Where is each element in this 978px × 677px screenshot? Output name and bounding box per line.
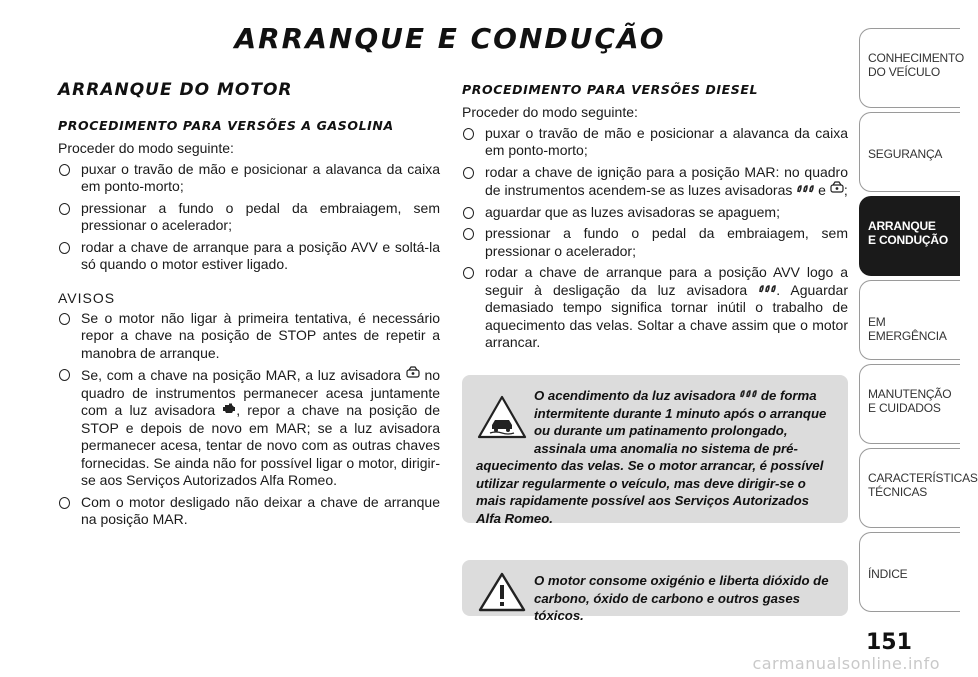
gasoline-step-3: rodar a chave de arranque para a posição AVV e soltá-la só quando o motor estiver ligado. <box>58 239 440 274</box>
glow-plug-warning-part-b: de forma intermitente durante 1 minuto após o arranque ou durante um patinamento prolongado, assinala uma anomalia no sistema de pré-aquecimento das velas. Se o motor arrancar, é possível utilizar regularmente o veículo, mas deve dirigir-se o mais rapidamente possível aos Serviços Autorizados Alfa Romeo. <box>476 388 827 526</box>
diesel-step-5 <box>462 264 848 352</box>
diesel-step-2-part-b: e <box>818 182 826 198</box>
exhaust-gas-warning-box <box>462 560 848 623</box>
glow-plug-warning-icon <box>758 284 776 294</box>
diesel-step-1: puxar o travão de mão e posicionar a alavanca da caixa em ponto-morto; <box>462 125 848 160</box>
tab-arranque-e-conducao[interactable]: ARRANQUE E CONDUÇÃO <box>859 196 960 276</box>
diesel-step-2-part-c: ; <box>843 182 848 198</box>
diesel-step-4: pressionar a fundo o pedal da embraiagem, sem pressionar o acelerador; <box>462 225 848 260</box>
avisos-item-1: Se o motor não ligar à primeira tentativa, é necessário repor a chave na posição de STOP antes de repetir a manobra de arranque. <box>58 310 440 363</box>
tab-conhecimento-do-veiculo[interactable]: CONHECIMENTO DO VEÍCULO <box>859 28 960 108</box>
diesel-step-3: aguardar que as luzes avisadoras se apaguem; <box>462 204 848 222</box>
gasoline-intro: Proceder do modo seguinte: <box>58 140 234 156</box>
right-column <box>462 82 848 356</box>
page-title: ARRANQUE E CONDUÇÃO <box>234 22 666 55</box>
tab-indice[interactable]: ÍNDICE <box>859 532 960 612</box>
avisos-item-2-part-b: no quadro de instrumentos permanecer acesa juntamente com a luz avisadora <box>81 367 441 418</box>
watermark: carmanualsonline.info <box>752 654 940 673</box>
tab-caracteristicas-tecnicas[interactable]: CARACTERÍSTICAS TÉCNICAS <box>859 448 960 528</box>
glow-plug-warning-icon <box>739 389 757 399</box>
avisos-item-2-part-a: Se, com a chave na posição MAR, a luz avisadora <box>81 367 402 383</box>
engine-failure-warning-icon <box>222 402 236 414</box>
diesel-step-5-part-b: . Aguardar demasiado tempo significa tornar inútil o trabalho de aquecimento das velas. Soltar a chave assim que o motor arrancar. <box>485 281 848 350</box>
exhaust-gas-warning-text: O motor consome oxigénio e liberta dióxido de carbono, óxido de carbono e outros gases tóxicos. <box>534 573 829 623</box>
page-number: 151 <box>866 630 912 655</box>
diesel-procedure-title: PROCEDIMENTO PARA VERSÕES DIESEL <box>462 82 759 97</box>
avisos-title: AVISOS <box>58 289 116 306</box>
glow-plug-warning-box <box>462 375 848 526</box>
section-title: ARRANQUE DO MOTOR <box>58 80 293 100</box>
car-skid-warning-icon <box>476 391 528 441</box>
avisos-item-3: Com o motor desligado não deixar a chave de arranque na posição MAR. <box>58 494 440 529</box>
glow-plug-warning-part-a: O acendimento da luz avisadora <box>534 388 736 403</box>
gasoline-procedure-title: PROCEDIMENTO PARA VERSÕES A GASOLINA <box>58 118 394 133</box>
tab-em-emergencia[interactable]: EM EMERGÊNCIA <box>859 280 960 360</box>
diesel-step-2-part-a: rodar a chave de ignição para a posição MAR: no quadro de instrumentos acendem-se as luzes avisadoras <box>485 163 848 198</box>
tab-seguranca[interactable]: SEGURANÇA <box>859 112 960 192</box>
gasoline-steps-list <box>58 161 440 274</box>
warning-triangle-icon <box>476 572 528 612</box>
chapter-tabs <box>859 28 978 616</box>
avisos-list <box>58 310 440 529</box>
immobilizer-warning-icon <box>830 181 844 194</box>
diesel-step-5-part-a: rodar a chave de arranque para a posição AVV logo a seguir à desligação da luz avisadora <box>485 264 848 298</box>
gasoline-step-1: puxar o travão de mão e posicionar a alavanca da caixa em ponto-morto; <box>58 161 440 196</box>
diesel-steps-list <box>462 125 848 352</box>
gasoline-step-2: pressionar a fundo o pedal da embraiagem, sem pressionar o acelerador; <box>58 200 440 235</box>
tab-manutencao-e-cuidados[interactable]: MANUTENÇÃO E CUIDADOS <box>859 364 960 444</box>
avisos-item-2-part-c: , repor a chave na posição de STOP e depois de novo em MAR; se a luz avisadora permanecer acesa, tentar de novo com as outras chaves fornecidas. Se ainda não for possível ligar o motor, dirigir-se aos Serviços Autorizados Alfa Romeo. <box>81 402 440 488</box>
avisos-item-2 <box>58 366 440 490</box>
diesel-intro: Proceder do modo seguinte: <box>462 104 638 120</box>
glow-plug-warning-icon <box>796 184 814 194</box>
diesel-step-2 <box>462 164 848 200</box>
left-column <box>58 80 440 533</box>
immobilizer-warning-icon <box>406 366 420 379</box>
